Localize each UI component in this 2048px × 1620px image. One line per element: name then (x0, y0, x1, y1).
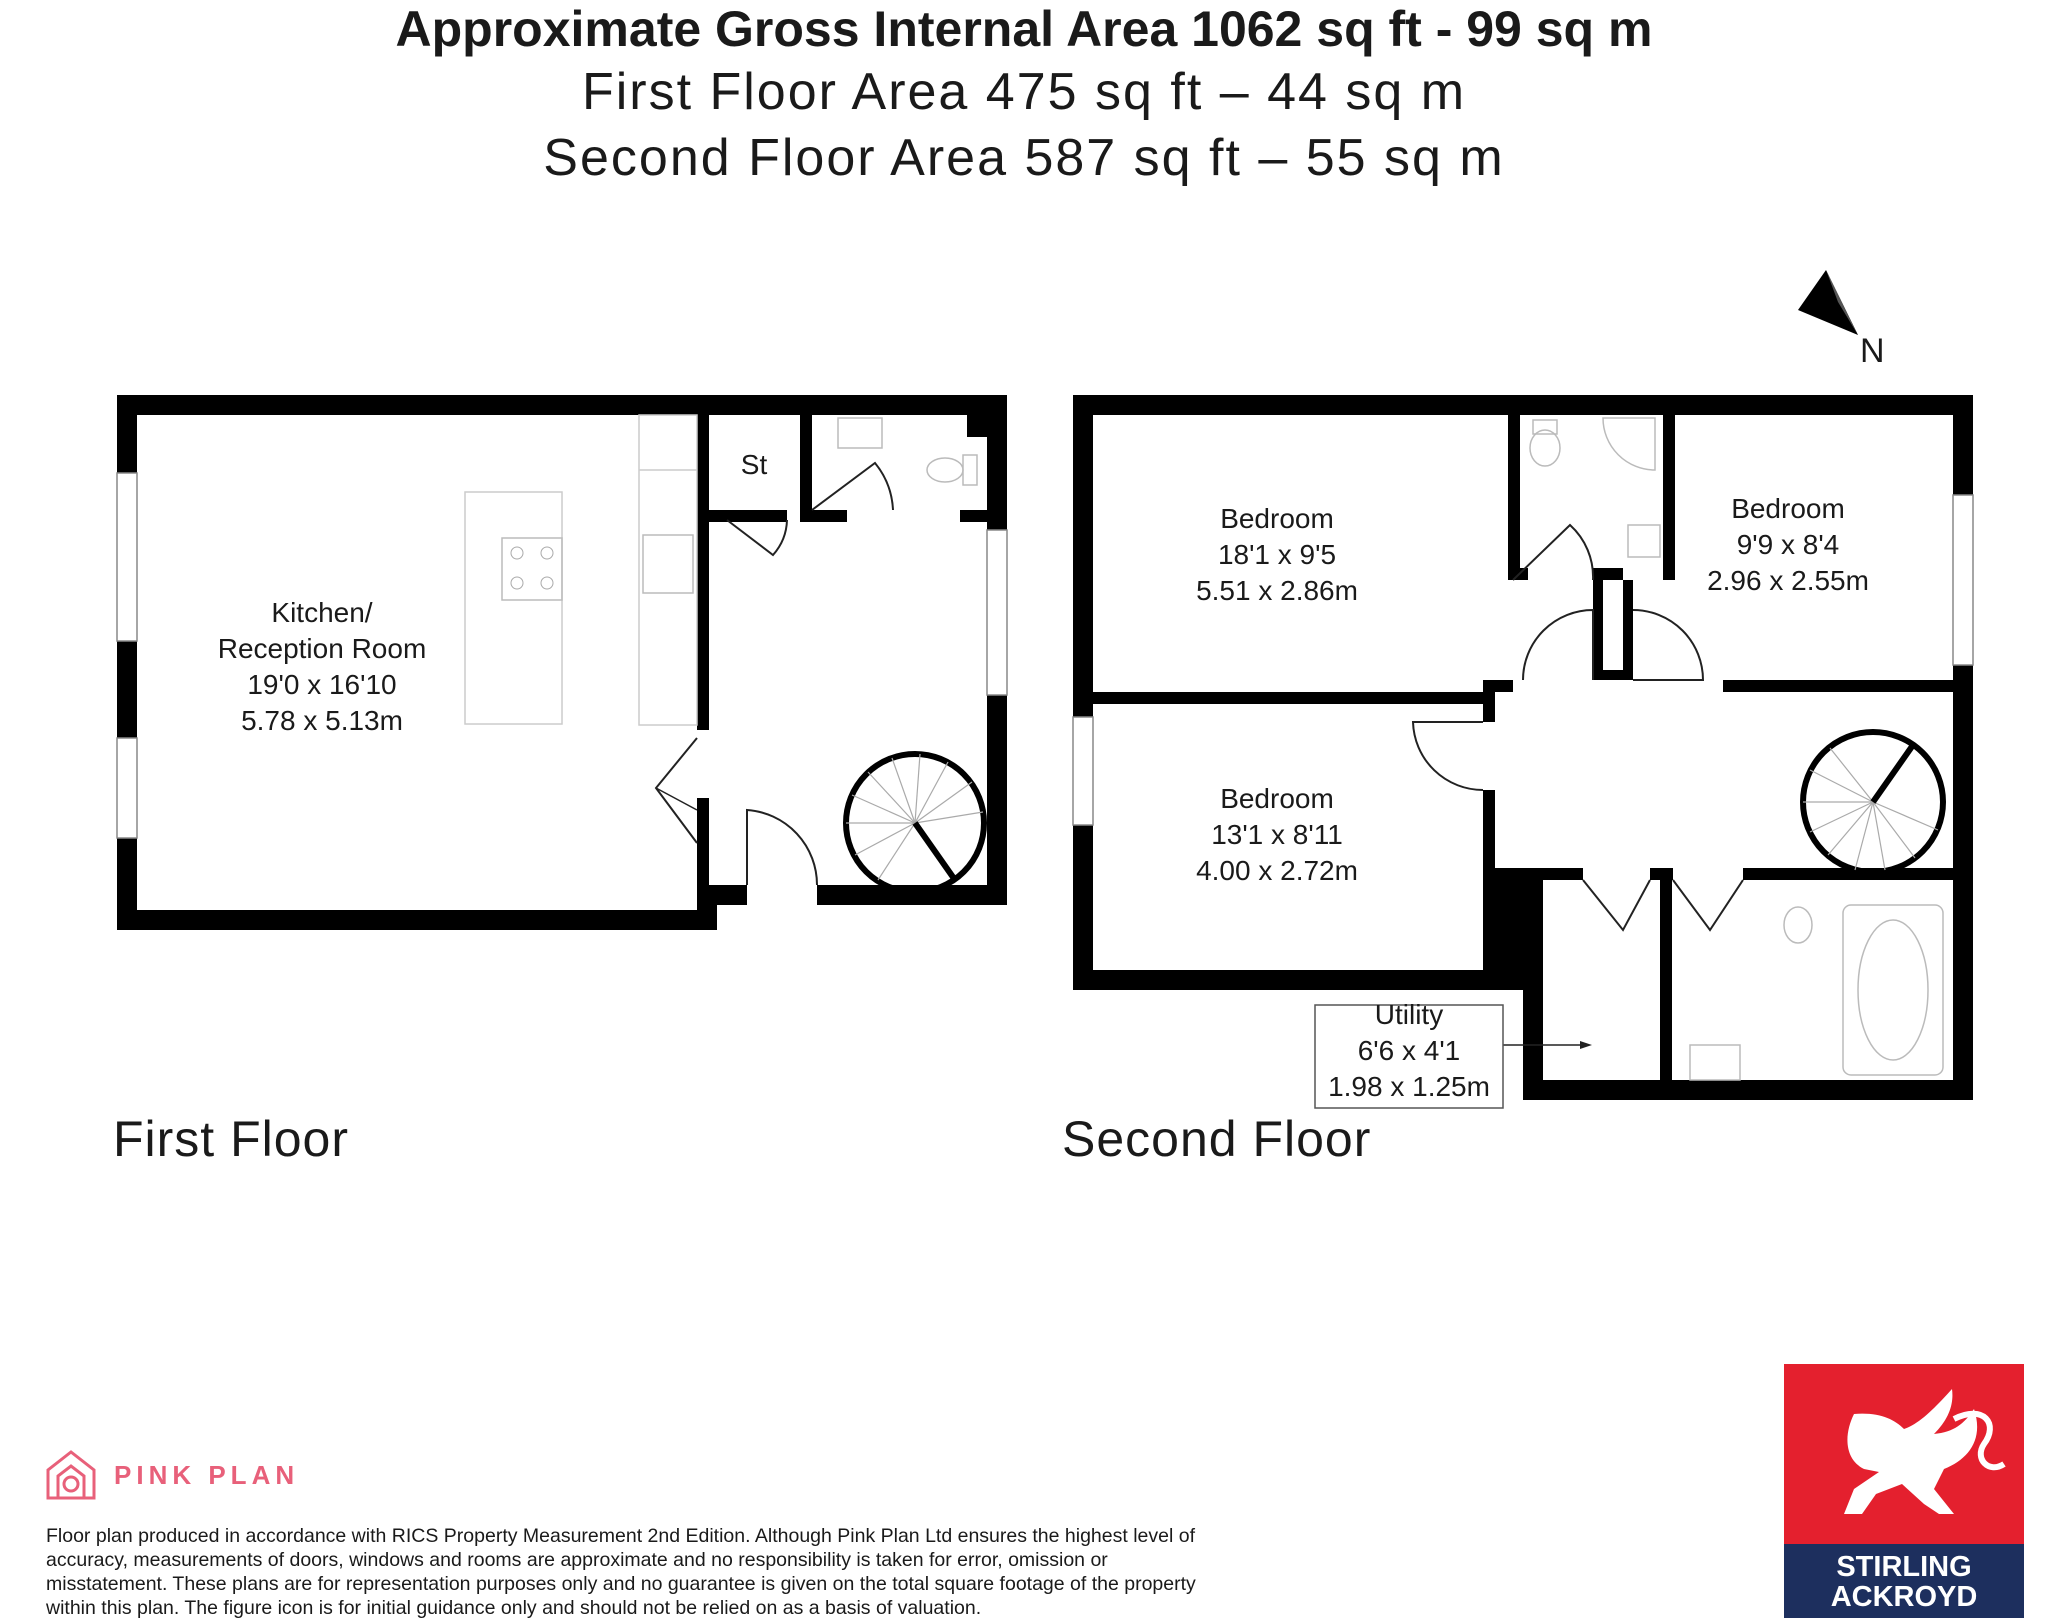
bedroom1-label: Bedroom (1220, 503, 1334, 534)
basin-icon (1628, 525, 1660, 557)
kitchen-label-line2: Reception Room (217, 633, 427, 664)
sink-icon (643, 535, 693, 593)
wall (1073, 970, 1523, 990)
wall (1663, 415, 1675, 580)
wall (960, 510, 987, 522)
toilet-icon (1784, 907, 1812, 943)
bedroom-door (1413, 722, 1483, 790)
utility-door (1583, 880, 1650, 930)
window (1073, 717, 1093, 825)
wall (1660, 880, 1672, 1080)
wall (1093, 692, 1483, 704)
wall (117, 910, 717, 930)
wall (1593, 670, 1633, 680)
wall (697, 798, 709, 885)
first-floor-title: First Floor (113, 1111, 349, 1167)
bedroom2-metric: 2.96 x 2.55m (1707, 565, 1869, 596)
wall (1483, 868, 1583, 880)
shower-icon (1603, 418, 1655, 470)
store-label: St (740, 449, 768, 480)
wall (697, 510, 787, 522)
wall (1483, 680, 1513, 692)
window (117, 738, 137, 838)
wall (1523, 1080, 1973, 1100)
griffin-icon (1784, 1364, 2024, 1544)
wall (1723, 680, 1953, 692)
bathroom-door (1673, 880, 1743, 930)
wall (1483, 790, 1495, 880)
kitchen-worktop (639, 415, 697, 725)
north-arrow-icon (1798, 270, 1858, 335)
utility-label: Utility (1374, 999, 1444, 1030)
disclaimer-text: Floor plan produced in accordance with RICS Property Measurement 2nd Edition. Although Pink Plan Ltd ensures the highest level of accuracy, measurements of doors, windows and rooms are approximate and no responsibility is taken for error, omission or misstatement. These plans are for representation purposes only and no guarantee is given on the total square footage of the property within this plan. The figure icon is for initial guidance only and should not be relied on as a basis of valuation. (46, 1525, 1196, 1619)
bedroom2-label: Bedroom (1731, 493, 1845, 524)
bedroom2-imperial: 9'9 x 8'4 (1736, 529, 1840, 560)
wall (1650, 868, 1673, 880)
kitchen-imperial: 19'0 x 16'10 (247, 669, 397, 700)
compass-label: N (1860, 332, 1885, 370)
wall (1593, 580, 1603, 680)
bedroom3-label: Bedroom (1220, 783, 1334, 814)
house-icon (44, 1448, 98, 1502)
window (117, 473, 137, 641)
second-floor-title: Second Floor (1062, 1111, 1372, 1167)
wall (800, 415, 812, 522)
entrance-door (747, 810, 817, 885)
wall (1073, 395, 1973, 415)
basin-icon (1690, 1045, 1740, 1080)
gross-area-title: Approximate Gross Internal Area 1062 sq ft - 99 sq m (395, 1, 1653, 57)
wall (1593, 568, 1623, 580)
window (1953, 495, 1973, 665)
logo-line2: ACKROYD (1830, 1581, 1978, 1613)
store-door (727, 520, 787, 555)
kitchen-island (465, 492, 562, 724)
wc-door (812, 463, 893, 510)
wall (697, 415, 709, 730)
bedroom3-imperial: 13'1 x 8'11 (1211, 819, 1343, 850)
first-floor-area: First Floor Area 475 sq ft – 44 sq m (581, 63, 1467, 121)
toilet-icon (927, 458, 963, 482)
toilet-icon (1530, 430, 1560, 466)
kitchen-metric: 5.78 x 5.13m (241, 705, 403, 736)
hob-icon (502, 538, 562, 600)
wall (967, 415, 987, 437)
bedroom3-metric: 4.00 x 2.72m (1196, 855, 1358, 886)
spiral-staircase (846, 754, 984, 892)
basin-icon (838, 418, 882, 448)
wall (1523, 880, 1543, 1100)
wall (817, 885, 1007, 905)
wall (1508, 415, 1520, 580)
bedroom-door (1633, 610, 1703, 680)
utility-metric: 1.98 x 1.25m (1328, 1071, 1490, 1102)
wall (1623, 580, 1633, 680)
wall (812, 510, 847, 522)
wall (697, 885, 717, 930)
stirling-ackroyd-logo (1784, 1364, 2024, 1618)
bedroom1-metric: 5.51 x 2.86m (1196, 575, 1358, 606)
bedroom-door (1523, 610, 1593, 680)
wall (1483, 880, 1523, 970)
bedroom1-imperial: 18'1 x 9'5 (1217, 539, 1337, 570)
kitchen-label-line1: Kitchen/ (271, 597, 373, 628)
pink-plan-logo (44, 1448, 299, 1502)
logo-line1: STIRLING (1836, 1551, 1972, 1583)
second-floor-area: Second Floor Area 587 sq ft – 55 sq m (543, 129, 1505, 187)
wall (1073, 395, 1093, 990)
pink-plan-text: PINK PLAN (114, 1459, 300, 1490)
wall (117, 395, 1007, 415)
spiral-staircase (1803, 732, 1943, 872)
utility-imperial: 6'6 x 4'1 (1357, 1035, 1461, 1066)
window (987, 530, 1007, 695)
